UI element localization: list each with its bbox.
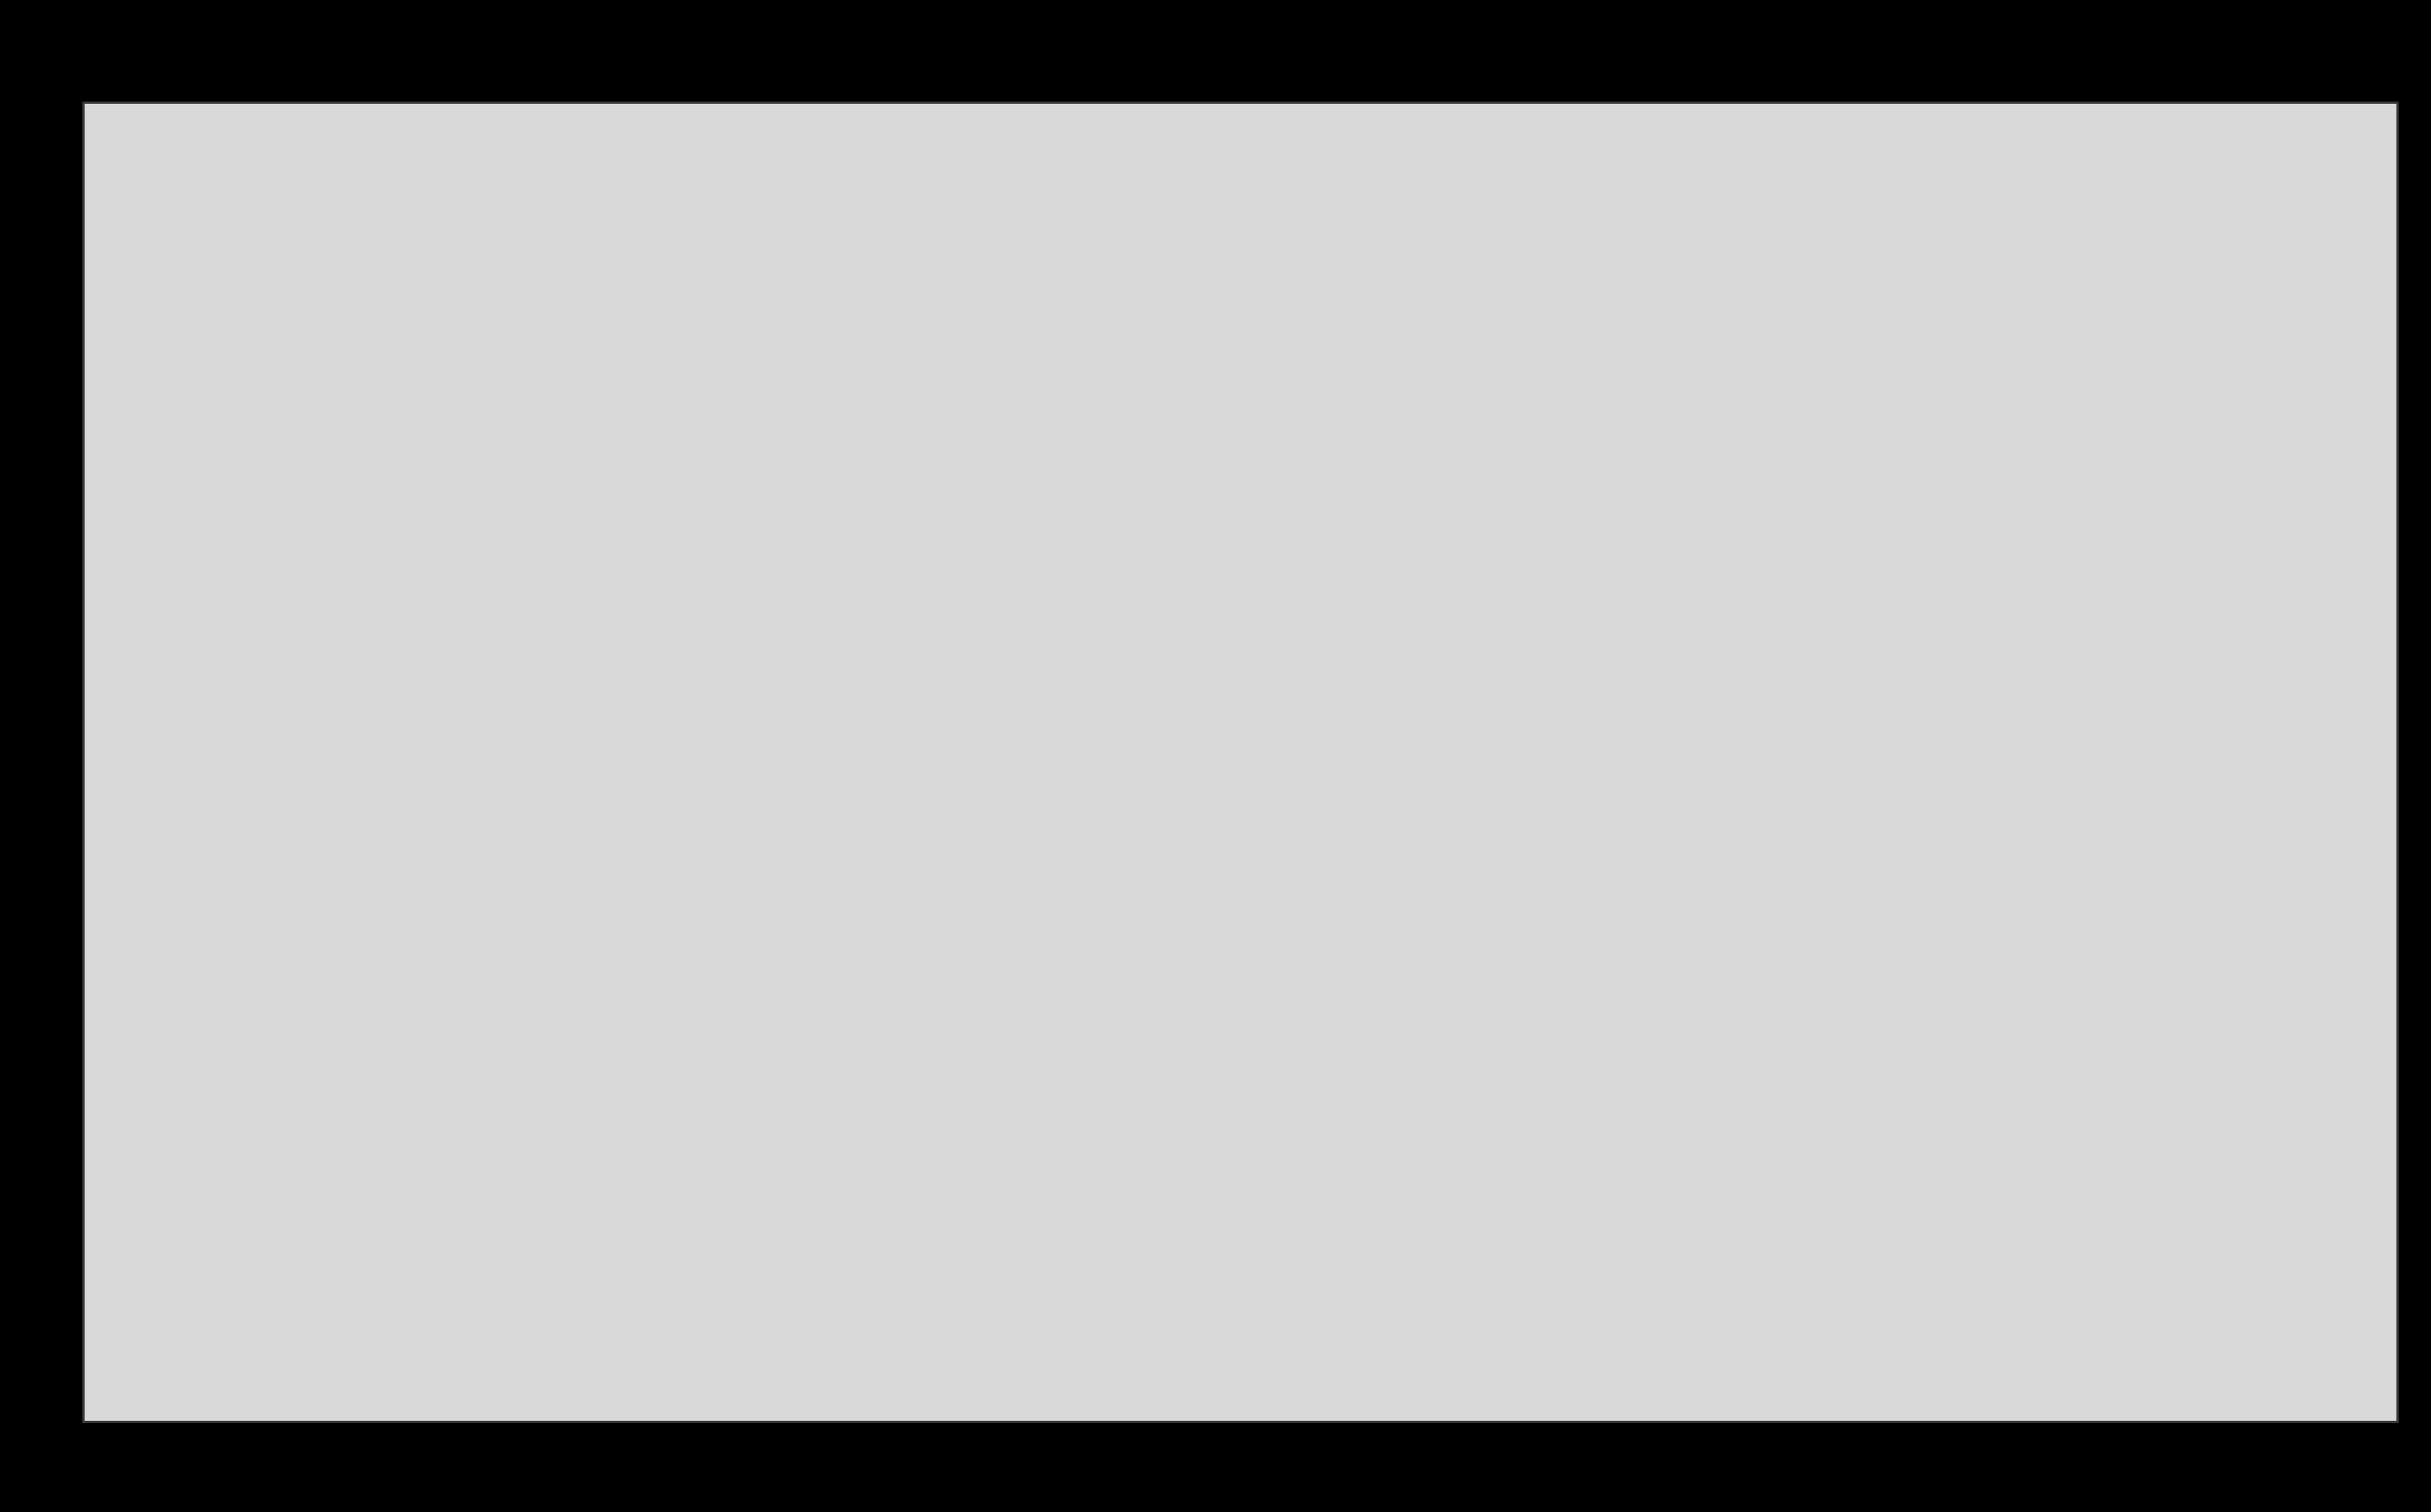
census-form: [85, 104, 2399, 1423]
census-card: [82, 102, 2399, 1423]
